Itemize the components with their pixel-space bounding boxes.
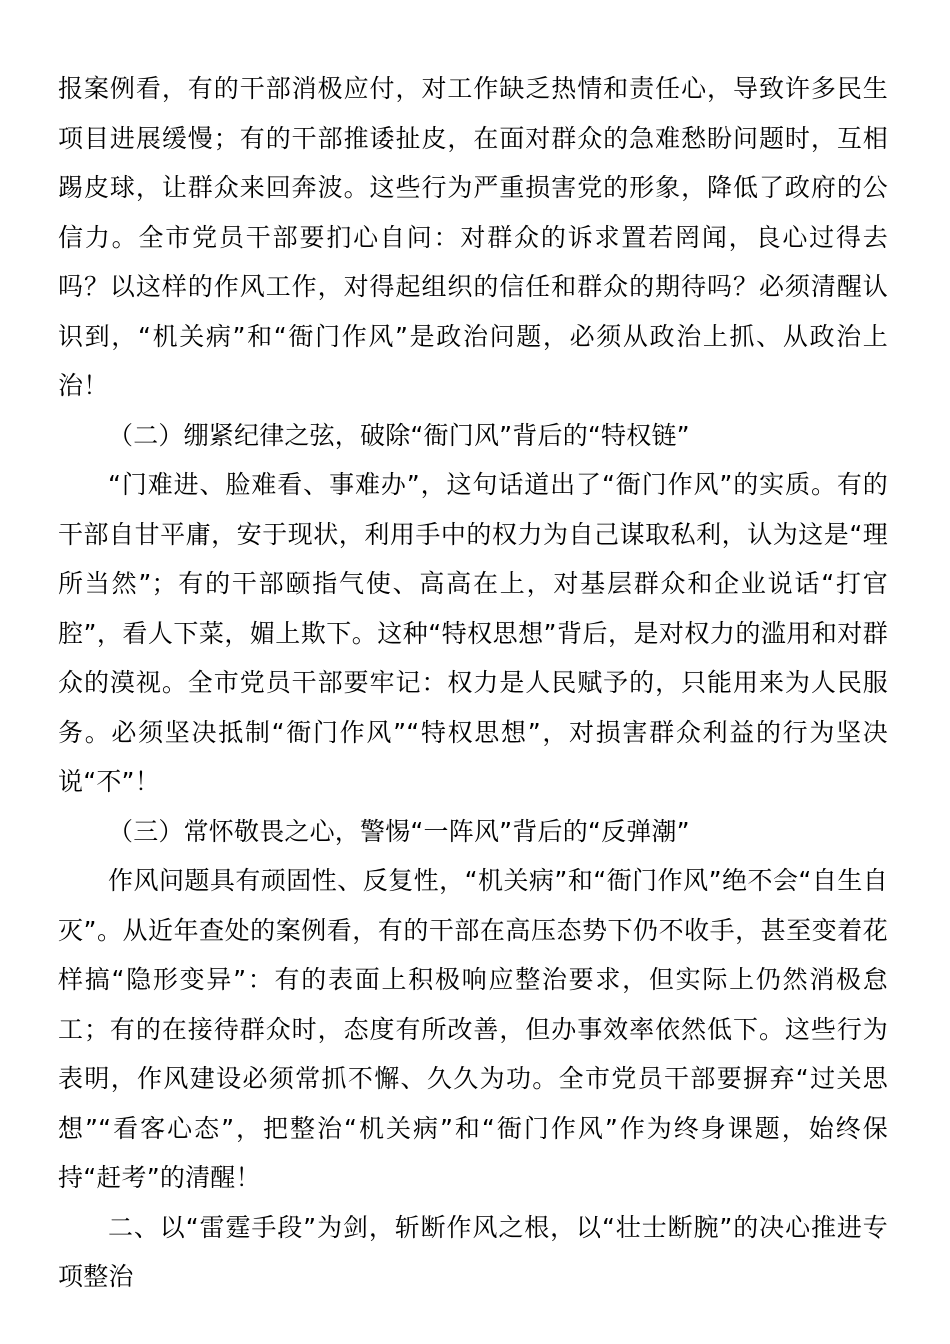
section-heading-two: 二、以“雷霆手段”为剑，斩断作风之根，以“壮士断腕”的决心推进专项整治 <box>58 1212 888 1291</box>
body-paragraph-continuation: 报案例看，有的干部消极应付，对工作缺乏热情和责任心，导致许多民生项目进展缓慢；有的干部推诿扯皮，在面对群众的急难愁盼问题时，互相踢皮球，让群众来回奔波。这些行为严重损害党的形象，降低了政府的公信力。全市党员干部要扪心自问：对群众的诉求置若罔闻，良心过得去吗？以这样的作风工作，对得起组织的信任和群众的期待吗？必须清醒认识到，“机关病”和“衙门作风”是政治问题，必须从政治上抓、从政治上治！ <box>58 74 888 400</box>
body-paragraph-three: 作风问题具有顽固性、反复性，“机关病”和“衙门作风”绝不会“自生自灭”。从近年查处的案例看，有的干部在高压态势下仍不收手，甚至变着花样搞“隐形变异”：有的表面上积极响应整治要求，但实际上仍然消极怠工；有的在接待群众时，态度有所改善，但办事效率依然低下。这些行为表明，作风建设必须常抓不懈、久久为功。全市党员干部要摒弃“过关思想”“看客心态”，把整治“机关病”和“衙门作风”作为终身课题，始终保持“赶考”的清醒！ <box>58 866 888 1192</box>
body-paragraph-two: “门难进、脸难看、事难办”，这句话道出了“衙门作风”的实质。有的干部自甘平庸，安于现状，利用手中的权力为自己谋取私利，认为这是“理所当然”；有的干部颐指气使、高高在上，对基层群众和企业说话“打官腔”，看人下菜，媚上欺下。这种“特权思想”背后，是对权力的滥用和对群众的漠视。全市党员干部要牢记：权力是人民赋予的，只能用来为人民服务。必须坚决抵制“衙门作风”“特权思想”，对损害群众利益的行为坚决说“不”！ <box>58 470 888 796</box>
subheading-three: （三）常怀敬畏之心，警惕“一阵风”背后的“反弹潮” <box>108 816 690 846</box>
subheading-two: （二）绷紧纪律之弦，破除“衙门风”背后的“特权链” <box>108 420 690 450</box>
document-body <box>58 64 888 1302</box>
